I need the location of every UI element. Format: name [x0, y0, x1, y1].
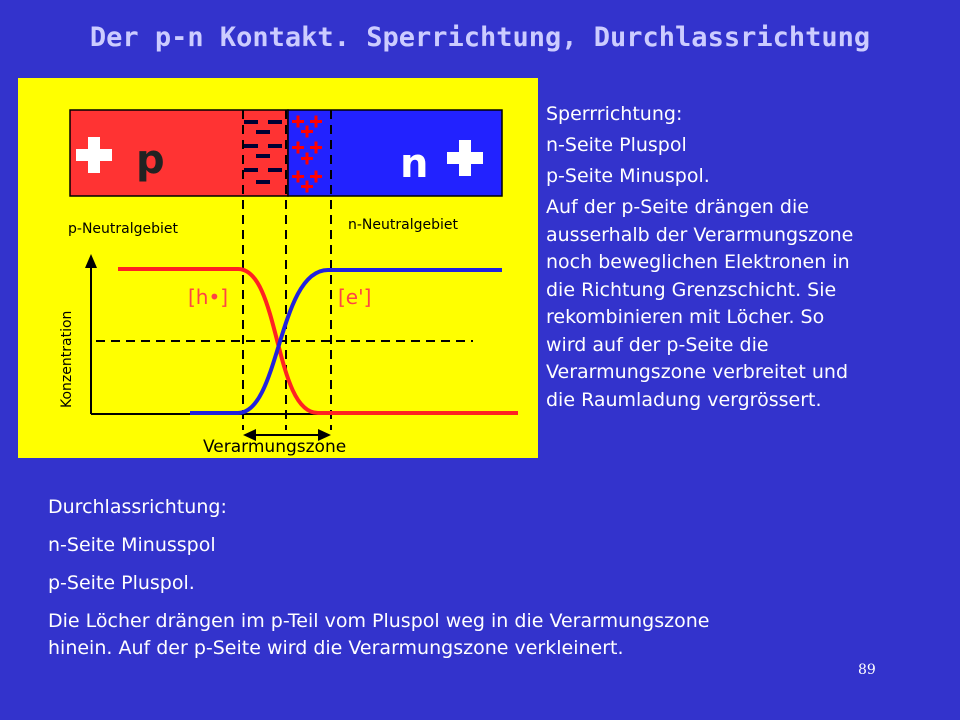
durchlass-line-1: n-Seite Minusspol — [48, 534, 216, 556]
sperr-para-line: Verarmungszone verbreitet und — [546, 361, 849, 383]
p-region-label: p-Neutralgebiet — [68, 221, 178, 237]
durchlass-line-2: p-Seite Pluspol. — [48, 572, 195, 594]
sperr-heading: Sperrrichtung: — [546, 103, 683, 125]
sperrrichtung-section — [546, 100, 946, 414]
sperr-para-line: die Raumladung vergrössert. — [546, 388, 822, 411]
electron-label: [e'] — [338, 285, 372, 309]
sperr-para-line: noch beweglichen Elektronen in — [546, 251, 850, 273]
sperr-para-line: Auf der p-Seite drängen die — [546, 196, 809, 218]
sperr-para-line: ausserhalb der Verarmungszone — [546, 223, 854, 246]
n-label: n — [400, 141, 429, 187]
sperr-line-2: p-Seite Minuspol. — [546, 165, 710, 187]
page-number: 89 — [858, 662, 876, 678]
y-axis-label: Konzentration — [59, 310, 75, 408]
slide-title: Der p-n Kontakt. Sperrichtung, Durchlassrichtung — [89, 22, 871, 53]
durchlass-para-line: hinein. Auf der p-Seite wird die Verarmungszone verkleinert. — [48, 637, 624, 659]
sperr-para-line: wird auf der p-Seite die — [546, 333, 769, 356]
durchlass-para-line: Die Löcher drängen im p-Teil vom Pluspol weg in die Verarmungszone — [48, 610, 710, 632]
durchlass-paragraph — [48, 608, 868, 662]
sperr-para-line: rekombinieren mit Löcher. So — [546, 306, 825, 328]
sperr-line-1: n-Seite Pluspol — [546, 134, 687, 156]
diagram-svg — [18, 78, 538, 458]
p-label: p — [136, 137, 165, 183]
durchlass-heading: Durchlassrichtung: — [48, 496, 227, 518]
sperr-paragraph — [546, 194, 946, 414]
pn-junction-diagram — [18, 78, 538, 458]
durchlassrichtung-section — [48, 494, 868, 662]
n-region-label: n-Neutralgebiet — [348, 217, 458, 233]
hole-label: [h•] — [188, 285, 229, 309]
depletion-zone-label: Verarmungszone — [203, 437, 347, 457]
sperr-para-line: die Richtung Grenzschicht. Sie — [546, 278, 837, 301]
